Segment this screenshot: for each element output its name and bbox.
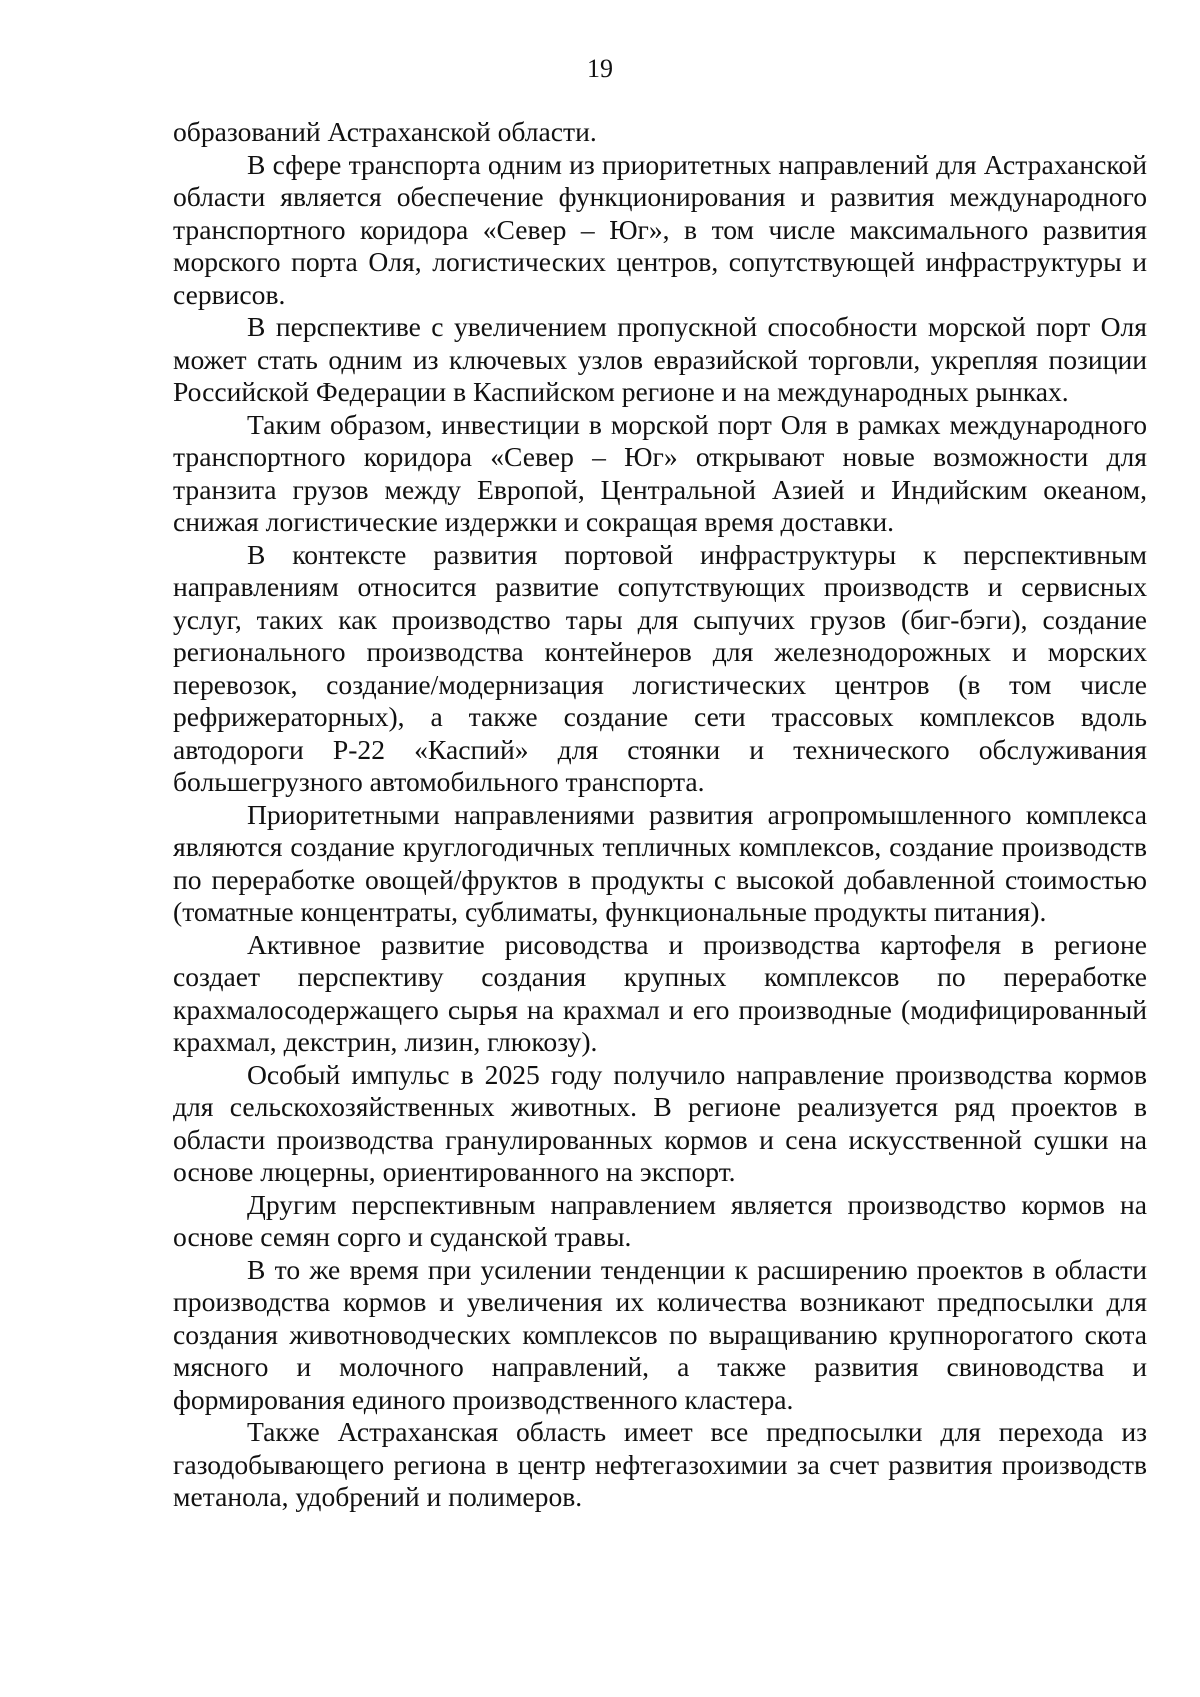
- paragraph-transport-priority: В сфере транспорта одним из приоритетных направлений для Астраханской области является обеспечение функционирования и развития международного транспортного коридора «Север – Юг», в том числе максимального развития морского порта Оля, логистических центров, сопутствующей инфраструктуры и сервисов.: [173, 148, 1147, 310]
- paragraph-feed-production: Особый импульс в 2025 году получило направление производства кормов для сельскохозяйственных животных. В регионе реализуется ряд проектов в области производства гранулированных кормов и сена искусственной сушки на основе люцерны, ориентированного на экспорт.: [173, 1058, 1147, 1187]
- paragraph-agro-priorities: Приоритетными направлениями развития агропромышленного комплекса являются создание круглогодичных тепличных комплексов, создание производств по переработке овощей/фруктов в продукты с высокой добавленной стоимостью (томатные концентраты, сублиматы, функциональные продукты питания).: [173, 798, 1147, 927]
- paragraph-rice-potato: Активное развитие рисоводства и производства картофеля в регионе создает перспективу создания крупных комплексов по переработке крахмалосодержащего сырья на крахмал и его производные (модифицированный крахмал, декстрин, лизин, глюкозу).: [173, 928, 1147, 1057]
- paragraph-petrochemistry: Также Астраханская область имеет все предпосылки для перехода из газодобывающего региона в центр нефтегазохимии за счет развития производств метанола, удобрений и полимеров.: [173, 1416, 1147, 1512]
- paragraph-port-olya-perspective: В перспективе с увеличением пропускной способности морской порт Оля может стать одним из ключевых узлов евразийской торговли, укрепляя позиции Российской Федерации в Каспийском регионе и на международных рынках.: [173, 311, 1147, 407]
- paragraph-livestock-cluster: В то же время при усилении тенденции к расширению проектов в области производства кормов и увеличения их количества возникают предпосылки для создания животноводческих комплексов по выращиванию крупнорогатого скота мясного и молочного направлений, а также развития свиноводства и формирования единого производственного кластера.: [173, 1253, 1147, 1415]
- document-body: [173, 116, 1147, 1514]
- paragraph-sorghum: Другим перспективным направлением является производство кормов на основе семян сорго и суданской травы.: [173, 1188, 1147, 1252]
- paragraph-port-infrastructure: В контексте развития портовой инфраструктуры к перспективным направлениям относится развитие сопутствующих производств и сервисных услуг, таких как производство тары для сыпучих грузов (биг-бэги), создание регионального производства контейнеров для железнодорожных и морских перевозок, создание/модернизация логистических центров (в том числе рефрижераторных), а также создание сети трассовых комплексов вдоль автодороги Р-22 «Каспий» для стоянки и технического обслуживания большегрузного автомобильного транспорта.: [173, 538, 1147, 797]
- paragraph-investments-port: Таким образом, инвестиции в морской порт Оля в рамках международного транспортного коридора «Север – Юг» открывают новые возможности для транзита грузов между Европой, Центральной Азией и Индийским океаном, снижая логистические издержки и сокращая время доставки.: [173, 408, 1147, 537]
- page-number: 19: [587, 54, 613, 83]
- paragraph-continuation: образований Астраханской области.: [173, 116, 597, 147]
